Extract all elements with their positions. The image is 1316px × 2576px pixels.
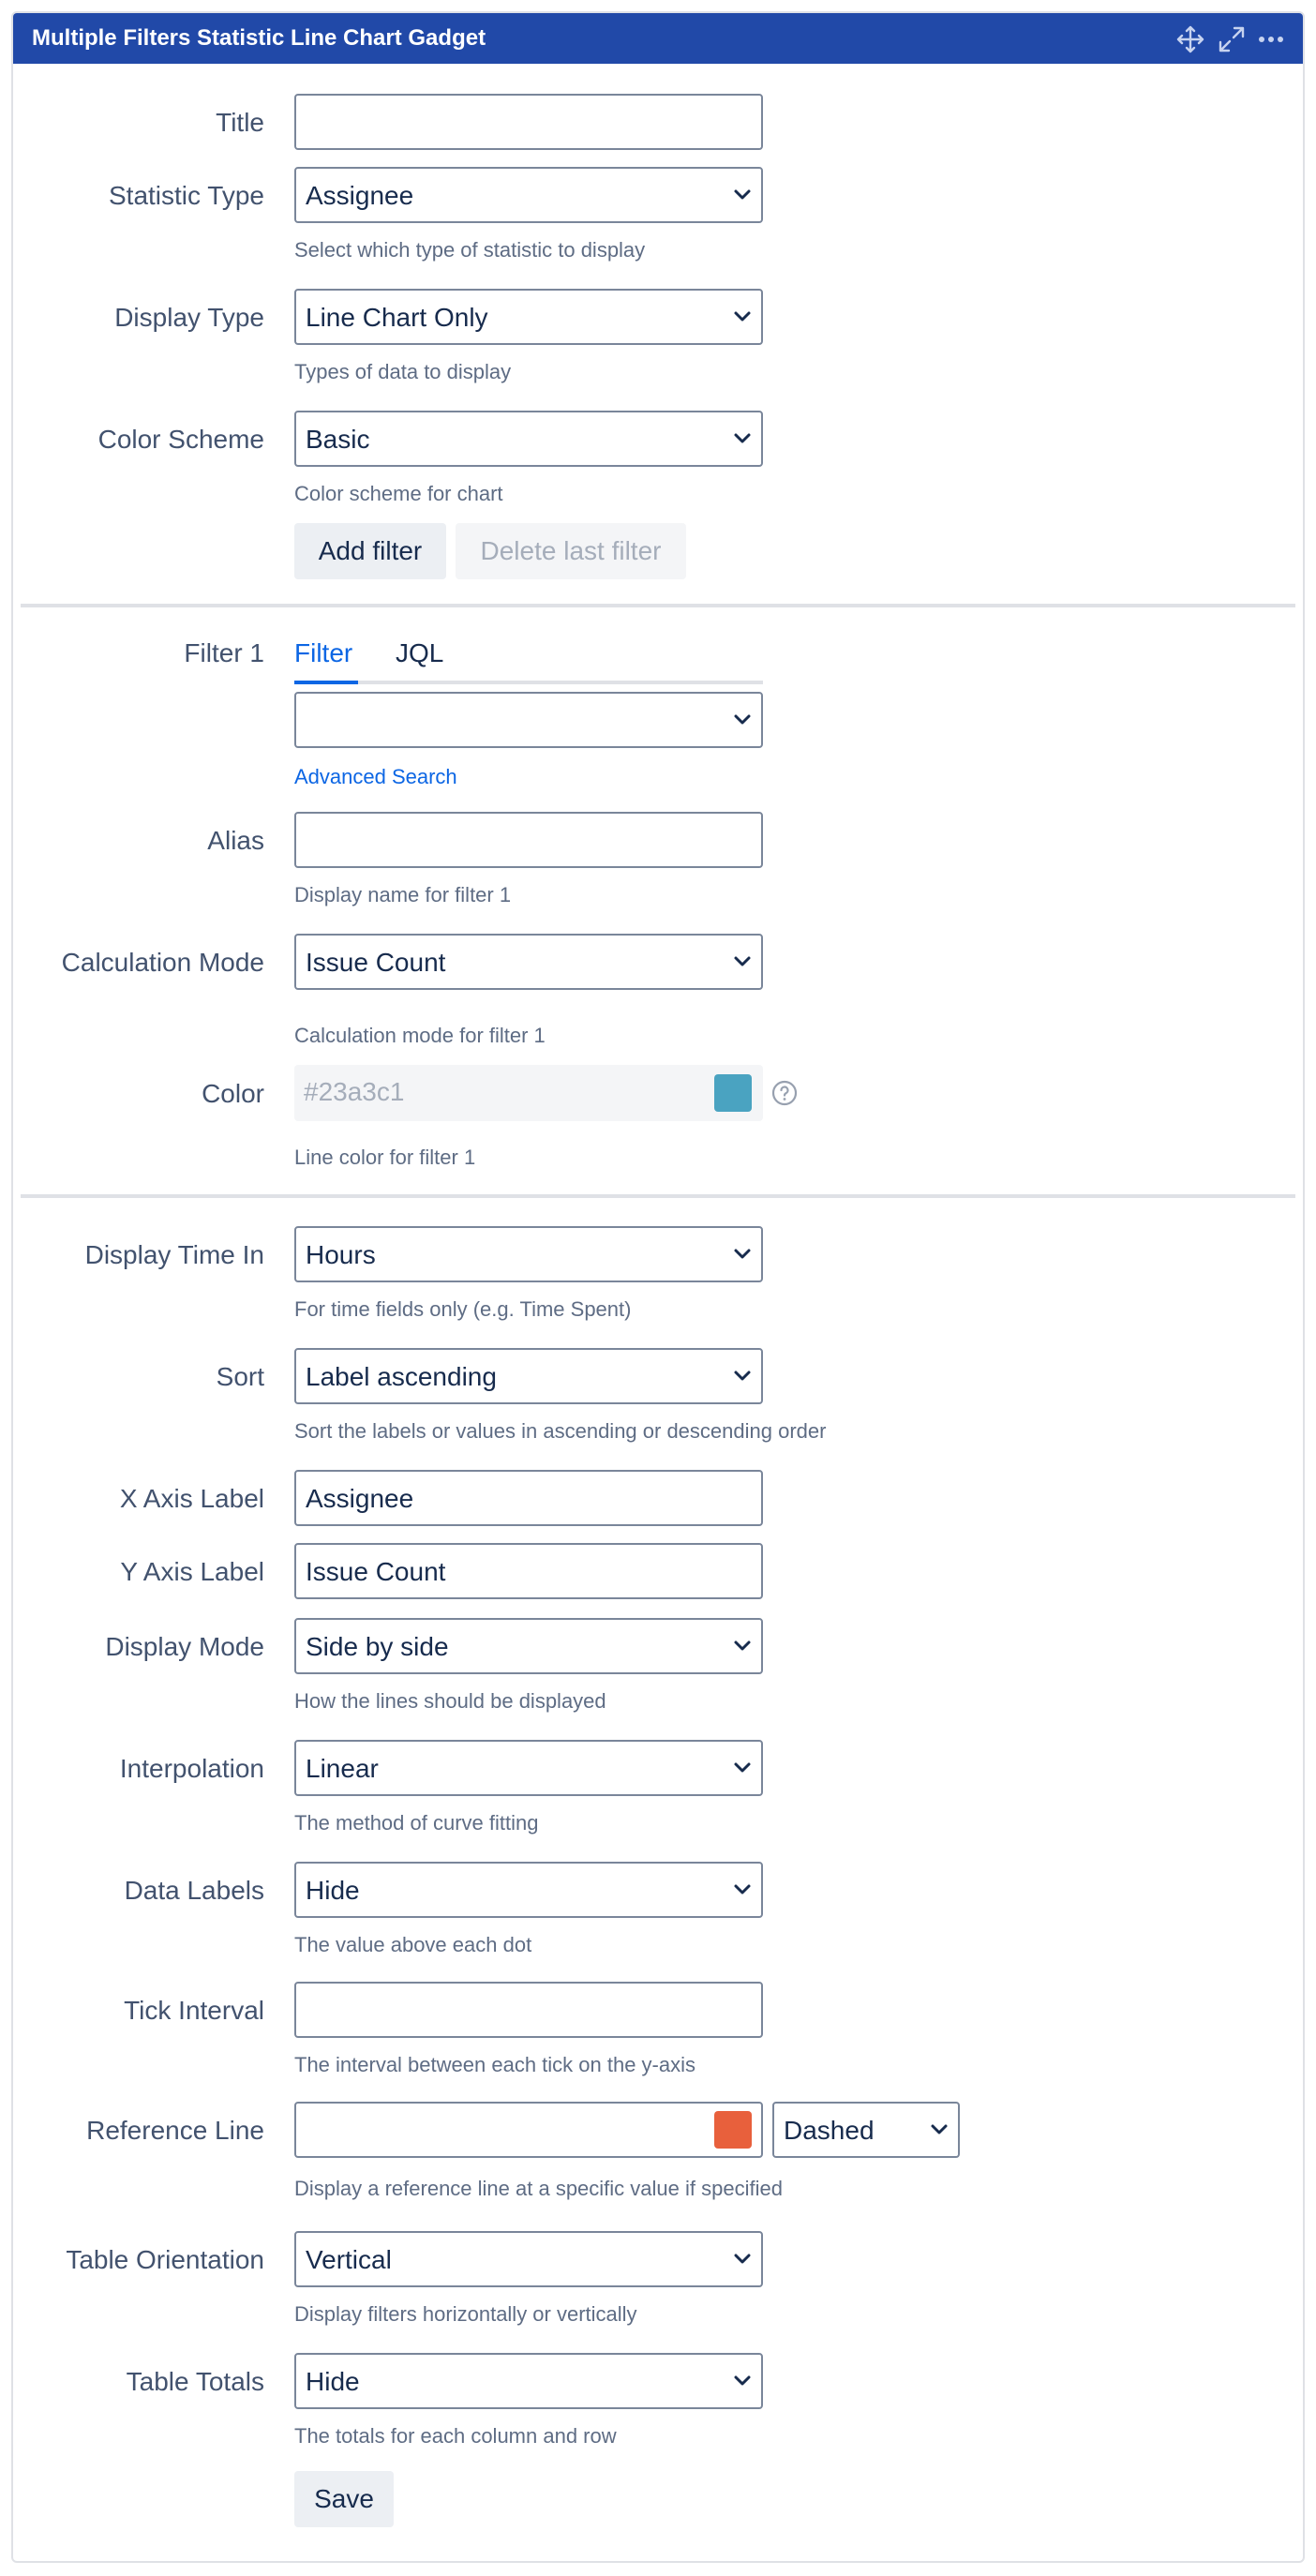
sort-select[interactable] — [294, 1348, 763, 1404]
table-totals-label: Table Totals — [126, 2367, 264, 2396]
x-axis-label-input[interactable] — [294, 1470, 763, 1526]
calculation-mode-label: Calculation Mode — [61, 948, 264, 977]
display-time-in-help: For time fields only (e.g. Time Spent) — [294, 1297, 632, 1321]
tab-filter[interactable]: Filter — [294, 638, 353, 667]
alias-label: Alias — [207, 826, 264, 855]
table-totals-value: Hide — [306, 2367, 360, 2396]
calculation-mode-value: Issue Count — [306, 948, 446, 977]
alias-input[interactable] — [294, 812, 763, 868]
gadget — [11, 11, 1305, 2563]
interpolation-help: The method of curve fitting — [294, 1811, 539, 1835]
reference-line-style-value: Dashed — [784, 2116, 875, 2145]
chevron-down-icon — [733, 2252, 752, 2267]
x-axis-label-label: X Axis Label — [119, 1484, 264, 1513]
display-type-value: Line Chart Only — [306, 303, 488, 332]
divider — [21, 604, 1295, 607]
chevron-down-icon — [733, 1247, 752, 1262]
table-orientation-select[interactable] — [294, 2231, 763, 2287]
tab-active-indicator — [294, 681, 358, 684]
alias-help: Display name for filter 1 — [294, 883, 512, 906]
data-labels-help: The value above each dot — [294, 1933, 532, 1956]
statistic-type-value: Assignee — [306, 181, 414, 210]
sort-value: Label ascending — [306, 1362, 497, 1391]
display-time-in-label: Display Time In — [84, 1240, 264, 1269]
calculation-mode-help: Calculation mode for filter 1 — [294, 1024, 546, 1047]
reference-line-style-select[interactable] — [772, 2102, 960, 2158]
help-icon[interactable] — [770, 1079, 799, 1107]
chevron-down-icon — [733, 309, 752, 324]
interpolation-label: Interpolation — [119, 1754, 264, 1783]
calculation-mode-select[interactable] — [294, 934, 763, 990]
y-axis-label-value: Issue Count — [306, 1557, 446, 1586]
chevron-down-icon — [733, 954, 752, 969]
table-orientation-label: Table Orientation — [66, 2245, 264, 2274]
expand-icon[interactable] — [1217, 24, 1247, 54]
display-mode-select[interactable] — [294, 1618, 763, 1674]
statistic-type-label: Statistic Type — [108, 181, 264, 210]
tab-underline — [294, 681, 763, 684]
table-totals-help: The totals for each column and row — [294, 2424, 617, 2448]
reference-line-input[interactable] — [294, 2102, 763, 2158]
display-type-select[interactable] — [294, 289, 763, 345]
filter1-label: Filter 1 — [184, 638, 264, 667]
title-label: Title — [216, 108, 264, 137]
tick-interval-label: Tick Interval — [124, 1996, 264, 2025]
color-scheme-select[interactable] — [294, 411, 763, 467]
chevron-down-icon — [733, 2374, 752, 2389]
sort-label: Sort — [216, 1362, 264, 1391]
more-icon[interactable] — [1256, 24, 1286, 54]
reference-line-help: Display a reference line at a specific value if specified — [294, 2177, 783, 2200]
color-input[interactable] — [294, 1065, 763, 1121]
interpolation-value: Linear — [306, 1754, 379, 1783]
y-axis-label-input[interactable] — [294, 1543, 763, 1599]
reference-line-label: Reference Line — [86, 2116, 264, 2145]
color-swatch[interactable] — [714, 1074, 752, 1112]
display-type-label: Display Type — [114, 303, 264, 332]
save-button[interactable]: Save — [294, 2471, 394, 2527]
sort-help: Sort the labels or values in ascending or descending order — [294, 1419, 827, 1443]
chevron-down-icon — [733, 1760, 752, 1775]
tick-interval-help: The interval between each tick on the y-axis — [294, 2053, 696, 2076]
table-totals-select[interactable] — [294, 2353, 763, 2409]
chevron-down-icon — [733, 1882, 752, 1897]
table-orientation-value: Vertical — [306, 2245, 392, 2274]
advanced-search-link[interactable]: Advanced Search — [294, 765, 457, 788]
title-input[interactable] — [294, 94, 763, 150]
chevron-down-icon — [733, 712, 752, 727]
color-scheme-help: Color scheme for chart — [294, 482, 503, 505]
chevron-down-icon — [733, 431, 752, 446]
table-orientation-help: Display filters horizontally or vertically — [294, 2302, 637, 2326]
gadget-header — [13, 13, 1303, 64]
display-time-in-value: Hours — [306, 1240, 376, 1269]
filter-select[interactable] — [294, 692, 763, 748]
add-filter-button[interactable]: Add filter — [294, 523, 446, 579]
chevron-down-icon — [733, 1369, 752, 1384]
chevron-down-icon — [733, 1639, 752, 1654]
color-label: Color — [202, 1079, 264, 1108]
display-mode-help: How the lines should be displayed — [294, 1689, 606, 1713]
divider — [21, 1194, 1295, 1198]
gadget-title: Multiple Filters Statistic Line Chart Gadget — [32, 25, 486, 51]
display-time-in-select[interactable] — [294, 1226, 763, 1282]
reference-line-color-swatch[interactable] — [714, 2111, 752, 2149]
chevron-down-icon — [930, 2122, 949, 2137]
color-scheme-value: Basic — [306, 425, 370, 454]
color-help: Line color for filter 1 — [294, 1146, 476, 1169]
color-input-value: #23a3c1 — [304, 1077, 405, 1106]
display-mode-label: Display Mode — [105, 1632, 264, 1661]
tab-jql[interactable]: JQL — [396, 638, 444, 667]
data-labels-select[interactable] — [294, 1862, 763, 1918]
y-axis-label-label: Y Axis Label — [120, 1557, 264, 1586]
interpolation-select[interactable] — [294, 1740, 763, 1796]
data-labels-value: Hide — [306, 1876, 360, 1905]
statistic-type-help: Select which type of statistic to display — [294, 238, 646, 262]
display-type-help: Types of data to display — [294, 360, 512, 383]
statistic-type-select[interactable] — [294, 167, 763, 223]
move-icon[interactable] — [1175, 24, 1205, 54]
delete-last-filter-button[interactable]: Delete last filter — [456, 523, 686, 579]
chevron-down-icon — [733, 187, 752, 202]
color-scheme-label: Color Scheme — [97, 425, 264, 454]
display-mode-value: Side by side — [306, 1632, 449, 1661]
data-labels-label: Data Labels — [124, 1876, 264, 1905]
x-axis-label-value: Assignee — [306, 1484, 414, 1513]
tick-interval-input[interactable] — [294, 1982, 763, 2038]
